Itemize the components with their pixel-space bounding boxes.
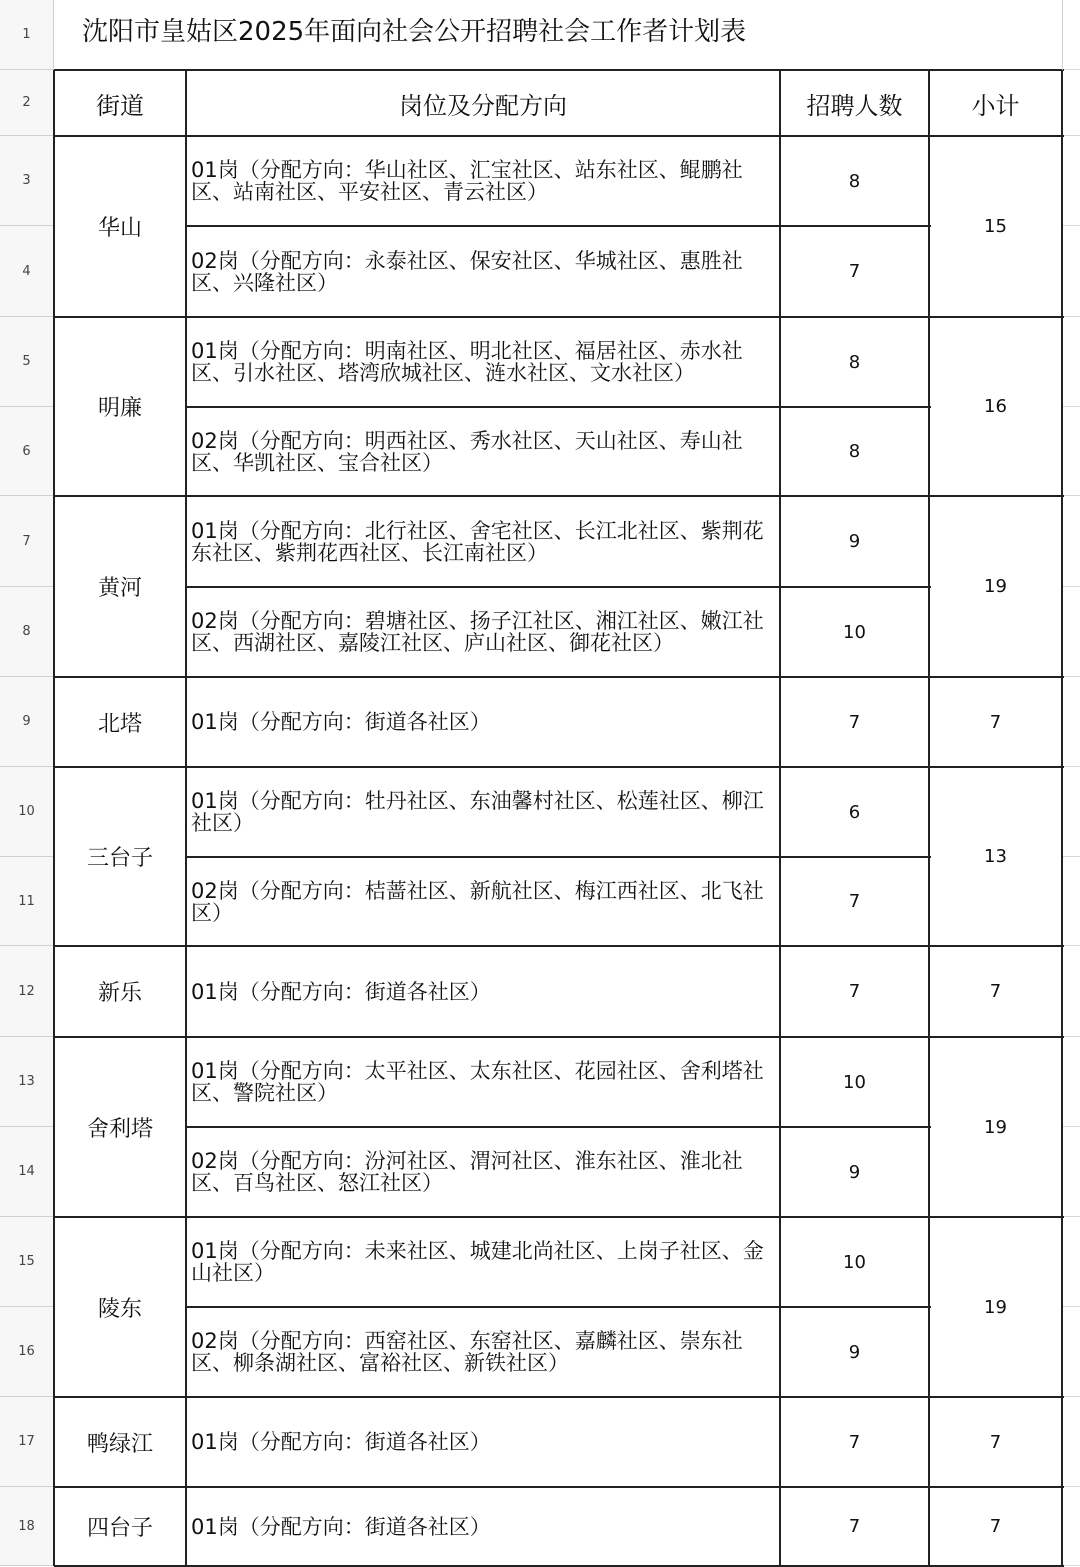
position-cell[interactable] — [186, 317, 780, 407]
street-cell[interactable]: 四台子 — [86, 1516, 153, 1541]
row-number[interactable]: 8 — [0, 587, 54, 677]
position-text: 01岗（分配方向：华山社区、汇宝社区、站东社区、鲲鹏社区、站南社区、平安社区、青云社区） — [191, 158, 743, 204]
street-cell[interactable]: 陵东 — [97, 1296, 142, 1322]
street-cell[interactable]: 舍利塔 — [86, 1116, 153, 1142]
subtotal-cell[interactable]: 19 — [984, 1116, 1007, 1138]
position-cell[interactable] — [186, 1487, 780, 1566]
street-cell[interactable]: 新乐 — [97, 981, 142, 1006]
gridline — [1062, 0, 1080, 70]
position-cell[interactable] — [186, 857, 780, 946]
gridline — [1062, 136, 1080, 226]
header-street[interactable]: 街道 — [96, 91, 144, 120]
position-text: 02岗（分配方向：桔蔷社区、新航社区、梅江西社区、北飞社区） — [191, 878, 764, 925]
position-text: 01岗（分配方向：太平社区、太东社区、花园社区、舍利塔社区、警院社区） — [191, 1059, 764, 1105]
table-border — [185, 70, 187, 1566]
gridline — [1062, 767, 1080, 857]
table-border — [928, 70, 930, 1566]
gridline — [1062, 1307, 1080, 1397]
position-text: 01岗（分配方向：街道各社区） — [191, 1430, 491, 1454]
subtotal-cell[interactable]: 16 — [984, 396, 1007, 417]
table-border — [54, 766, 1064, 768]
position-text: 01岗（分配方向：北行社区、舍宅社区、长江北社区、紫荆花东社区、紫荆花西社区、长江南社区） — [191, 518, 764, 565]
table-border — [54, 69, 1064, 71]
row-number[interactable]: 14 — [0, 1127, 54, 1217]
gridline — [1062, 0, 1063, 70]
count-cell[interactable]: 7 — [848, 891, 861, 912]
position-cell[interactable] — [186, 1037, 780, 1127]
row-number[interactable]: 13 — [0, 1037, 54, 1127]
header-count[interactable]: 招聘人数 — [806, 91, 903, 120]
gridline — [1062, 317, 1080, 407]
table-border — [186, 856, 931, 858]
position-text: 01岗（分配方向：街道各社区） — [191, 710, 491, 734]
table-border — [186, 225, 931, 227]
gridline — [1062, 496, 1080, 587]
position-text: 02岗（分配方向：西窑社区、东窑社区、嘉麟社区、崇东社区、柳条湖社区、富裕社区、新铁社区） — [191, 1329, 743, 1375]
row-number[interactable]: 16 — [0, 1307, 54, 1397]
street-cell[interactable]: 北塔 — [97, 711, 142, 737]
sheet-title[interactable]: 沈阳市皇姑区2025年面向社会公开招聘社会工作者计划表 — [82, 17, 747, 47]
position-cell[interactable] — [186, 767, 780, 857]
row-number[interactable]: 12 — [0, 946, 54, 1037]
position-cell[interactable] — [186, 946, 780, 1037]
row-number[interactable]: 1 — [0, 0, 54, 70]
subtotal-cell[interactable]: 15 — [984, 216, 1007, 237]
position-cell[interactable] — [186, 1397, 780, 1487]
row-number[interactable]: 18 — [0, 1487, 54, 1566]
row-number[interactable]: 5 — [0, 317, 54, 407]
count-cell[interactable]: 7 — [848, 981, 861, 1002]
gridline — [1062, 946, 1080, 1037]
gridline — [1062, 1397, 1080, 1487]
count-cell[interactable]: 7 — [848, 1431, 861, 1453]
table-border — [54, 945, 1064, 947]
table-border — [779, 70, 781, 1566]
table-border — [53, 70, 55, 1566]
position-cell[interactable] — [186, 496, 780, 587]
subtotal-cell[interactable]: 7 — [989, 1516, 1002, 1537]
street-cell[interactable]: 三台子 — [86, 846, 153, 871]
row-number[interactable]: 11 — [0, 857, 54, 946]
position-text: 02岗（分配方向：明西社区、秀水社区、天山社区、寿山社区、华凯社区、宝合社区） — [191, 428, 743, 475]
gridline — [1062, 70, 1080, 136]
count-cell[interactable]: 7 — [848, 711, 861, 733]
position-cell[interactable] — [186, 1307, 780, 1397]
table-border — [54, 316, 1064, 318]
row-number[interactable]: 2 — [0, 70, 54, 136]
gridline — [1062, 857, 1080, 946]
count-cell[interactable]: 8 — [848, 351, 861, 373]
row-number[interactable]: 15 — [0, 1217, 54, 1307]
position-text: 01岗（分配方向：牡丹社区、东油馨村社区、松莲社区、柳江社区） — [191, 789, 764, 835]
table-border — [186, 586, 931, 588]
position-cell[interactable] — [186, 677, 780, 767]
count-cell[interactable]: 9 — [848, 1341, 861, 1363]
gridline — [1062, 407, 1080, 496]
row-number[interactable]: 9 — [0, 677, 54, 767]
table-border — [186, 1126, 931, 1128]
gridline — [1062, 1217, 1080, 1307]
row-number[interactable]: 4 — [0, 226, 54, 317]
table-border — [1061, 70, 1063, 1566]
subtotal-cell[interactable]: 19 — [984, 1296, 1007, 1318]
count-cell[interactable]: 8 — [848, 170, 861, 192]
count-cell[interactable]: 8 — [848, 441, 861, 462]
subtotal-cell[interactable]: 7 — [989, 711, 1002, 733]
header-position[interactable]: 岗位及分配方向 — [399, 91, 567, 120]
row-number[interactable]: 3 — [0, 136, 54, 226]
position-cell[interactable] — [186, 136, 780, 226]
header-subtotal[interactable]: 小计 — [971, 91, 1020, 120]
subtotal-cell[interactable]: 19 — [984, 576, 1007, 597]
table-border — [54, 1216, 1064, 1218]
street-cell[interactable]: 明廉 — [97, 396, 142, 421]
position-cell[interactable] — [186, 1217, 780, 1307]
gridline — [1062, 1487, 1080, 1566]
table-border — [54, 1486, 1064, 1488]
position-text: 01岗（分配方向：街道各社区） — [191, 979, 491, 1004]
position-text: 02岗（分配方向：碧塘社区、扬子江社区、湘江社区、嫩江社区、西湖社区、嘉陵江社区、庐山社区、御花社区） — [191, 609, 764, 655]
table-border — [54, 1396, 1064, 1398]
table-border — [54, 676, 1064, 678]
count-cell[interactable]: 9 — [848, 1161, 861, 1183]
position-cell[interactable] — [186, 1127, 780, 1217]
table-border — [186, 1306, 931, 1308]
position-cell[interactable] — [186, 407, 780, 496]
position-cell[interactable] — [186, 226, 780, 317]
count-cell[interactable]: 10 — [843, 621, 866, 643]
count-cell[interactable]: 9 — [848, 531, 861, 552]
subtotal-cell[interactable]: 7 — [989, 1431, 1002, 1453]
position-text: 02岗（分配方向：永泰社区、保安社区、华城社区、惠胜社区、兴隆社区） — [191, 248, 743, 295]
row-number[interactable]: 17 — [0, 1397, 54, 1487]
position-text: 02岗（分配方向：汾河社区、渭河社区、淮东社区、淮北社区、百鸟社区、怒江社区） — [191, 1149, 743, 1195]
gridline — [1062, 587, 1080, 677]
position-text: 01岗（分配方向：明南社区、明北社区、福居社区、赤水社区、引水社区、塔湾欣城社区、涟水社区、文水社区） — [191, 339, 743, 385]
position-text: 01岗（分配方向：街道各社区） — [191, 1514, 491, 1539]
count-cell[interactable]: 10 — [843, 1071, 866, 1093]
count-cell[interactable]: 10 — [843, 1251, 866, 1273]
position-cell[interactable] — [186, 587, 780, 677]
position-text: 01岗（分配方向：未来社区、城建北尚社区、上岗子社区、金山社区） — [191, 1239, 764, 1285]
row-number[interactable]: 6 — [0, 407, 54, 496]
row-number[interactable]: 7 — [0, 496, 54, 587]
street-cell[interactable]: 华山 — [97, 216, 142, 241]
gridline — [1062, 677, 1080, 767]
table-border — [54, 1036, 1064, 1038]
street-cell[interactable]: 黄河 — [97, 576, 142, 601]
gridline — [1062, 226, 1080, 317]
gridline — [1062, 1037, 1080, 1127]
count-cell[interactable]: 6 — [848, 801, 861, 823]
table-border — [186, 406, 931, 408]
count-cell[interactable]: 7 — [848, 1516, 861, 1537]
table-border — [54, 135, 1064, 137]
count-cell[interactable]: 7 — [848, 261, 861, 282]
street-cell[interactable]: 鸭绿江 — [86, 1431, 153, 1457]
subtotal-cell[interactable]: 7 — [989, 981, 1002, 1002]
table-border — [54, 495, 1064, 497]
row-number[interactable]: 10 — [0, 767, 54, 857]
gridline — [1062, 1127, 1080, 1217]
subtotal-cell[interactable]: 13 — [984, 846, 1007, 867]
